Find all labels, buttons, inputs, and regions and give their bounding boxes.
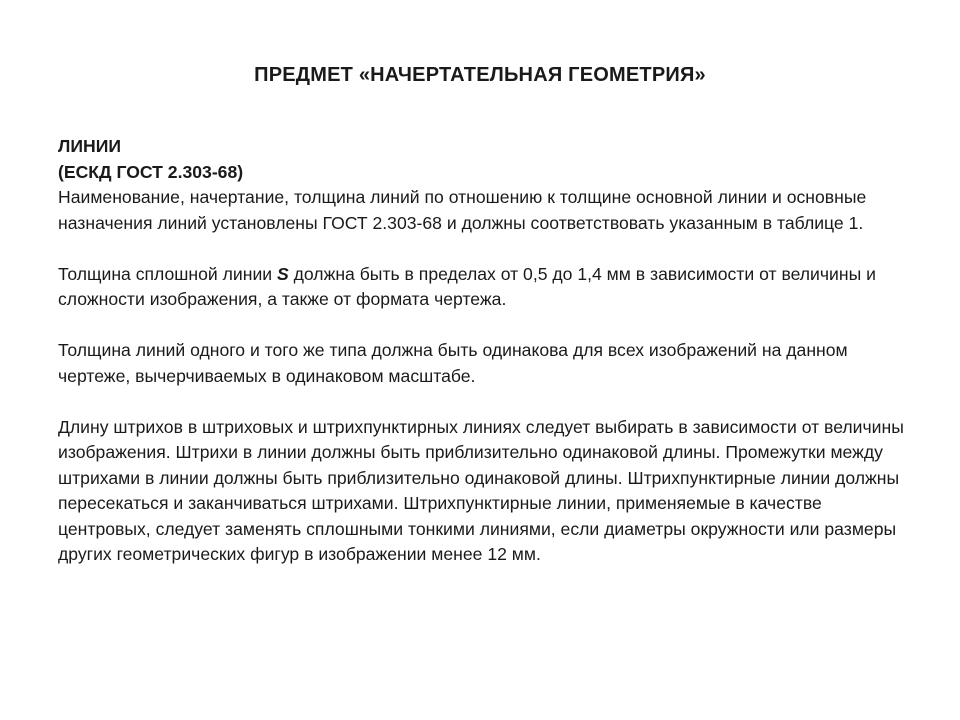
slide-body [58, 134, 908, 568]
paragraph-line-names: Наименование, начертание, толщина линий по отношению к толщине основной линии и основные назначения линий установлены ГОСТ 2.303-68 и должны соответствовать указанным в таблице 1. [58, 187, 867, 233]
standard-reference: (ЕСКД ГОСТ 2.303-68) [58, 161, 244, 182]
paragraph-dash-length: Длину штрихов в штриховых и штрихпунктирных линиях следует выбирать в зависимости от величины изображения. Штрихи в линии должны быть приблизительно одинаковой длины. Промежутки между штрихами в линии должны быть приблизительно одинаковой длины. Штрихпунктирные линии должны пересекаться и заканчиваться штрихами. Штрихпунктирные линии, применяемые в качестве центровых, следует заменять сплошными тонкими линиями, если диаметры окружности или размеры других геометрических фигур в изображении менее 12 мм. [58, 416, 904, 564]
section-heading: ЛИНИИ [58, 136, 121, 156]
spacer [58, 389, 908, 415]
paragraph-solid-line-thickness [58, 262, 908, 313]
thickness-symbol: S [277, 263, 289, 284]
paragraph-text-after: должна быть в пределах от 0,5 до 1,4 мм в зависимости от величины и сложности изображения, а также от формата чертежа. [58, 263, 876, 309]
paragraph-text-before: Толщина сплошной линии [58, 263, 277, 284]
spacer [58, 236, 908, 262]
spacer [58, 313, 908, 339]
paragraph-uniform-thickness: Толщина линий одного и того же типа должна быть одинакова для всех изображений на данном чертеже, вычерчиваемых в одинаковом масштабе. [58, 340, 848, 386]
slide-title: ПРЕДМЕТ «НАЧЕРТАТЕЛЬНАЯ ГЕОМЕТРИЯ» [254, 64, 706, 86]
